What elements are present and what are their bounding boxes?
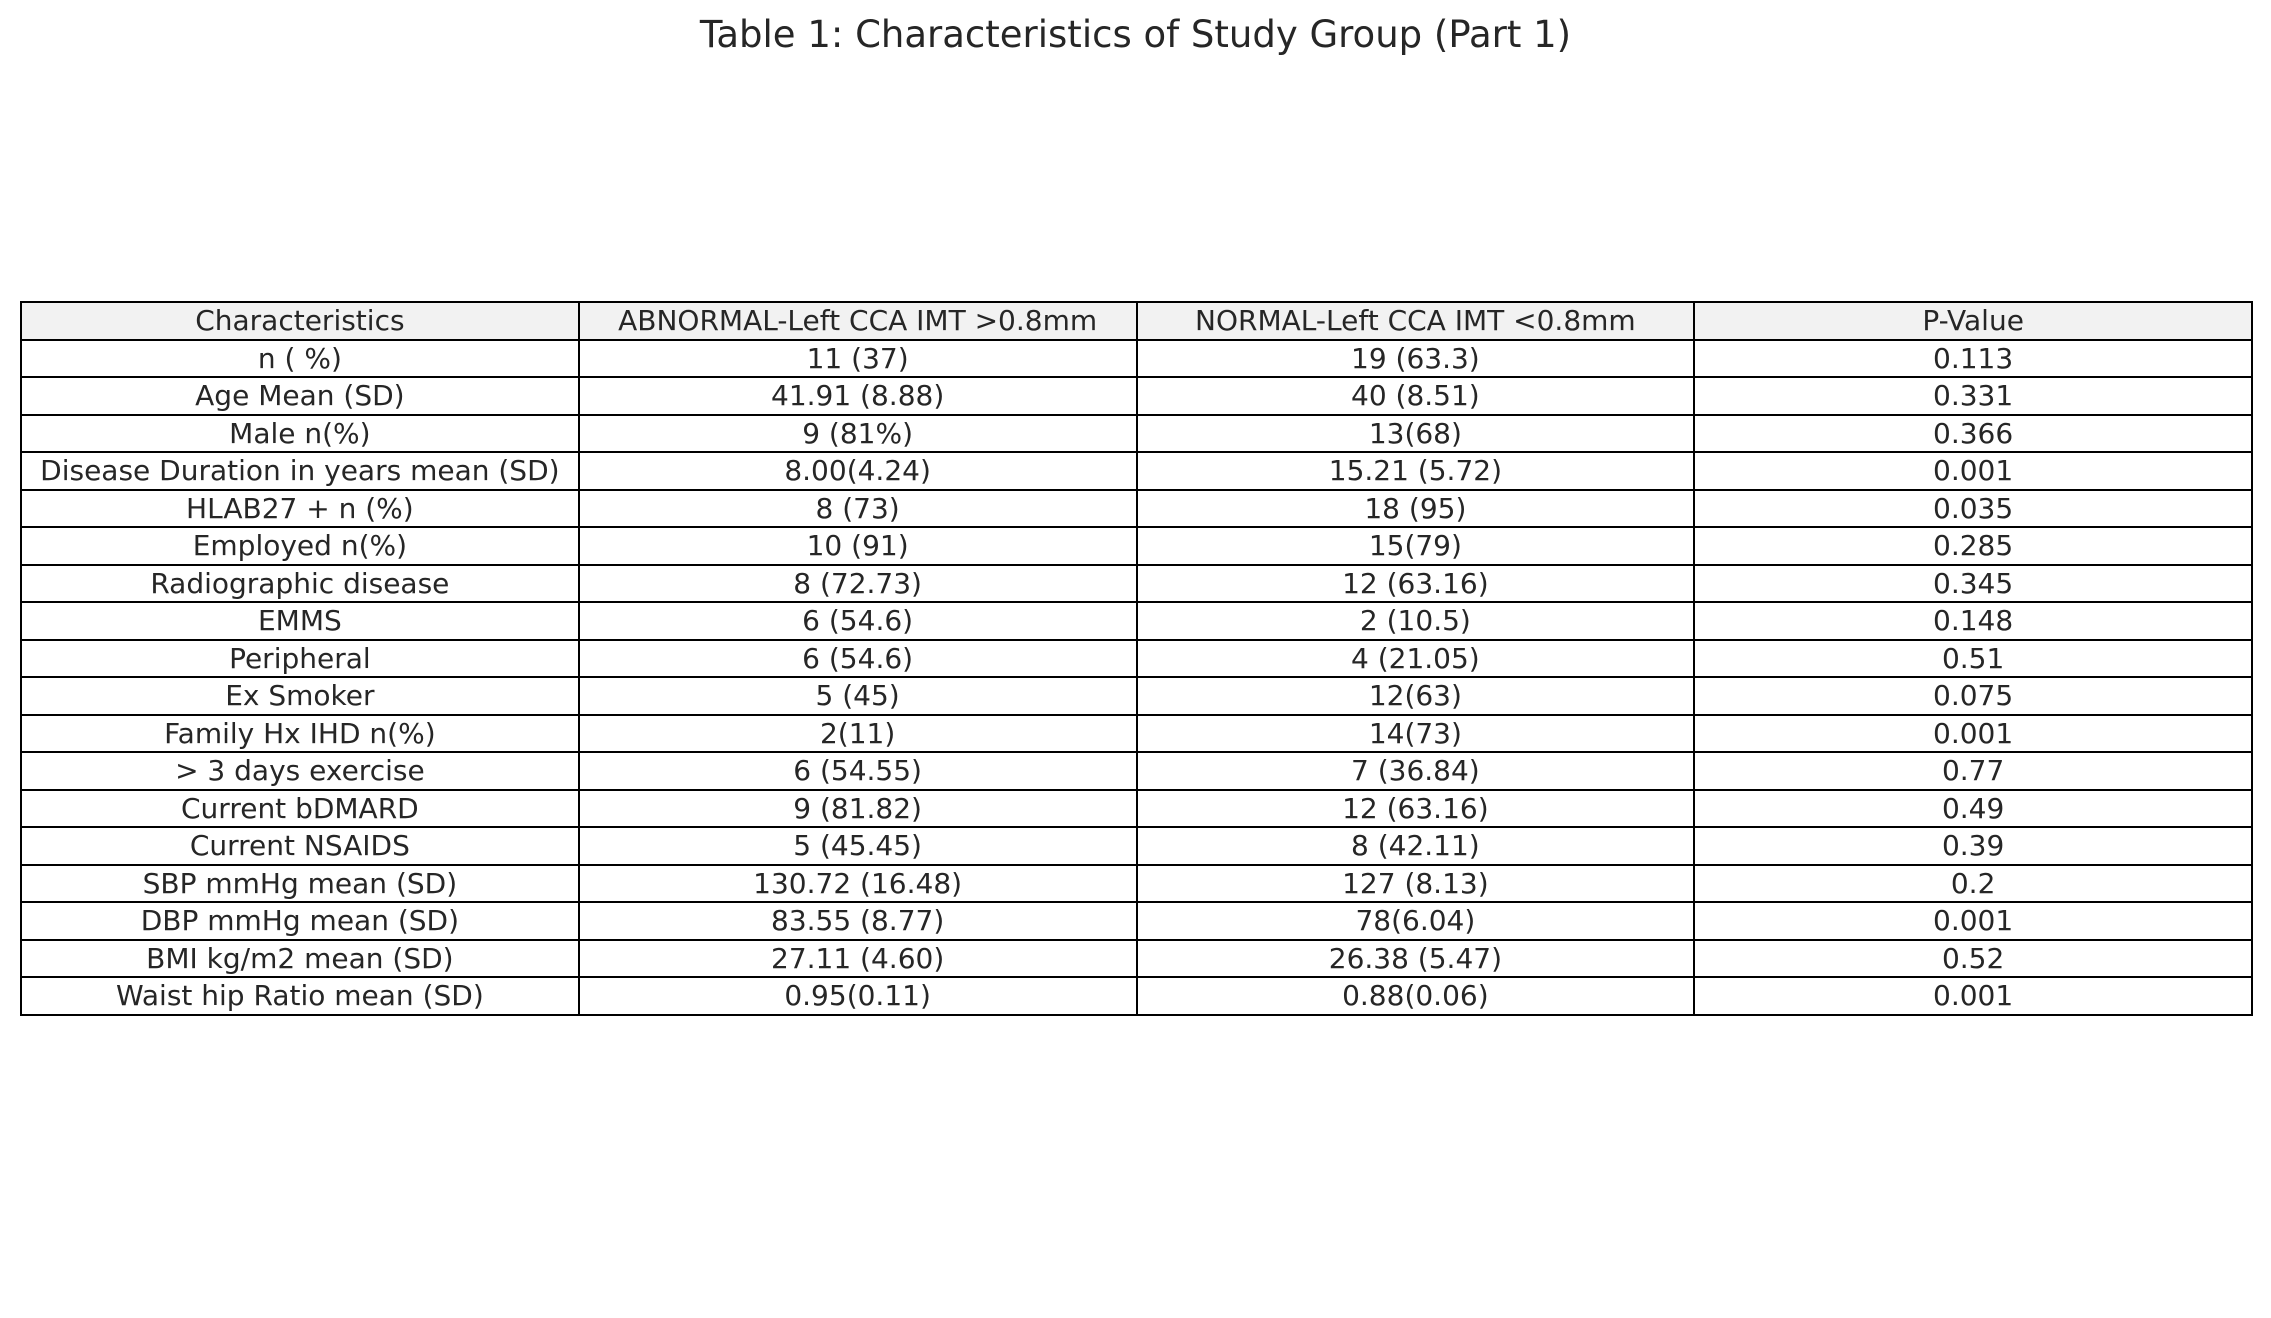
table-row — [21, 677, 2252, 715]
cell-normal-value: 7 (36.84) — [1137, 752, 1695, 790]
cell-characteristic: Age Mean (SD) — [21, 377, 579, 415]
cell-abnormal-value: 41.91 (8.88) — [579, 377, 1137, 415]
cell-abnormal-value: 6 (54.6) — [579, 640, 1137, 678]
table-row — [21, 827, 2252, 865]
cell-characteristic: EMMS — [21, 602, 579, 640]
cell-p-value: 0.113 — [1694, 340, 2252, 378]
cell-abnormal-value: 2(11) — [579, 715, 1137, 753]
cell-characteristic: Waist hip Ratio mean (SD) — [21, 977, 579, 1015]
cell-characteristic: Family Hx IHD n(%) — [21, 715, 579, 753]
cell-normal-value: 14(73) — [1137, 715, 1695, 753]
column-header-p-value: P-Value — [1694, 302, 2252, 340]
cell-abnormal-value: 10 (91) — [579, 527, 1137, 565]
cell-p-value: 0.001 — [1694, 715, 2252, 753]
cell-p-value: 0.001 — [1694, 977, 2252, 1015]
table-row — [21, 940, 2252, 978]
header-row — [21, 302, 2252, 340]
table-row — [21, 527, 2252, 565]
table-row — [21, 977, 2252, 1015]
cell-normal-value: 8 (42.11) — [1137, 827, 1695, 865]
cell-abnormal-value: 8 (73) — [579, 490, 1137, 528]
cell-abnormal-value: 27.11 (4.60) — [579, 940, 1137, 978]
cell-characteristic: Disease Duration in years mean (SD) — [21, 452, 579, 490]
cell-characteristic: Ex Smoker — [21, 677, 579, 715]
cell-p-value: 0.39 — [1694, 827, 2252, 865]
cell-characteristic: HLAB27 + n (%) — [21, 490, 579, 528]
cell-abnormal-value: 6 (54.6) — [579, 602, 1137, 640]
cell-normal-value: 40 (8.51) — [1137, 377, 1695, 415]
table-body — [21, 340, 2252, 1015]
cell-p-value: 0.331 — [1694, 377, 2252, 415]
table-row — [21, 865, 2252, 903]
cell-normal-value: 12 (63.16) — [1137, 565, 1695, 603]
table-row — [21, 565, 2252, 603]
cell-p-value: 0.001 — [1694, 452, 2252, 490]
cell-normal-value: 12 (63.16) — [1137, 790, 1695, 828]
cell-p-value: 0.49 — [1694, 790, 2252, 828]
cell-p-value: 0.52 — [1694, 940, 2252, 978]
cell-normal-value: 15(79) — [1137, 527, 1695, 565]
cell-abnormal-value: 8 (72.73) — [579, 565, 1137, 603]
cell-characteristic: > 3 days exercise — [21, 752, 579, 790]
cell-normal-value: 26.38 (5.47) — [1137, 940, 1695, 978]
cell-characteristic: Radiographic disease — [21, 565, 579, 603]
cell-abnormal-value: 5 (45) — [579, 677, 1137, 715]
cell-abnormal-value: 11 (37) — [579, 340, 1137, 378]
cell-normal-value: 78(6.04) — [1137, 902, 1695, 940]
cell-p-value: 0.77 — [1694, 752, 2252, 790]
cell-p-value: 0.345 — [1694, 565, 2252, 603]
table-row — [21, 715, 2252, 753]
table-row — [21, 790, 2252, 828]
cell-abnormal-value: 6 (54.55) — [579, 752, 1137, 790]
cell-characteristic: Peripheral — [21, 640, 579, 678]
cell-normal-value: 12(63) — [1137, 677, 1695, 715]
cell-p-value: 0.075 — [1694, 677, 2252, 715]
cell-characteristic: Current NSAIDS — [21, 827, 579, 865]
table-row — [21, 640, 2252, 678]
column-header-abnormal: ABNORMAL-Left CCA IMT >0.8mm — [579, 302, 1137, 340]
cell-characteristic: n ( %) — [21, 340, 579, 378]
cell-abnormal-value: 5 (45.45) — [579, 827, 1137, 865]
cell-abnormal-value: 9 (81%) — [579, 415, 1137, 453]
cell-normal-value: 2 (10.5) — [1137, 602, 1695, 640]
table-row — [21, 902, 2252, 940]
cell-abnormal-value: 83.55 (8.77) — [579, 902, 1137, 940]
table-row — [21, 752, 2252, 790]
table-header — [21, 302, 2252, 340]
cell-characteristic: DBP mmHg mean (SD) — [21, 902, 579, 940]
cell-characteristic: BMI kg/m2 mean (SD) — [21, 940, 579, 978]
cell-normal-value: 127 (8.13) — [1137, 865, 1695, 903]
cell-normal-value: 18 (95) — [1137, 490, 1695, 528]
table-row — [21, 452, 2252, 490]
page-title: Table 1: Characteristics of Study Group (Part 1) — [699, 13, 1572, 56]
cell-p-value: 0.148 — [1694, 602, 2252, 640]
characteristics-table — [20, 301, 2253, 1016]
cell-p-value: 0.285 — [1694, 527, 2252, 565]
cell-characteristic: Employed n(%) — [21, 527, 579, 565]
cell-p-value: 0.366 — [1694, 415, 2252, 453]
table-row — [21, 340, 2252, 378]
table-row — [21, 490, 2252, 528]
column-header-normal: NORMAL-Left CCA IMT <0.8mm — [1137, 302, 1695, 340]
cell-p-value: 0.2 — [1694, 865, 2252, 903]
table-row — [21, 415, 2252, 453]
table-container — [20, 301, 2253, 1016]
cell-normal-value: 13(68) — [1137, 415, 1695, 453]
cell-abnormal-value: 9 (81.82) — [579, 790, 1137, 828]
cell-normal-value: 0.88(0.06) — [1137, 977, 1695, 1015]
cell-characteristic: Male n(%) — [21, 415, 579, 453]
column-header-characteristics: Characteristics — [21, 302, 579, 340]
table-row — [21, 377, 2252, 415]
cell-normal-value: 15.21 (5.72) — [1137, 452, 1695, 490]
cell-p-value: 0.51 — [1694, 640, 2252, 678]
cell-characteristic: SBP mmHg mean (SD) — [21, 865, 579, 903]
table-row — [21, 602, 2252, 640]
cell-normal-value: 19 (63.3) — [1137, 340, 1695, 378]
cell-abnormal-value: 130.72 (16.48) — [579, 865, 1137, 903]
cell-abnormal-value: 8.00(4.24) — [579, 452, 1137, 490]
cell-normal-value: 4 (21.05) — [1137, 640, 1695, 678]
cell-p-value: 0.001 — [1694, 902, 2252, 940]
cell-characteristic: Current bDMARD — [21, 790, 579, 828]
cell-p-value: 0.035 — [1694, 490, 2252, 528]
cell-abnormal-value: 0.95(0.11) — [579, 977, 1137, 1015]
